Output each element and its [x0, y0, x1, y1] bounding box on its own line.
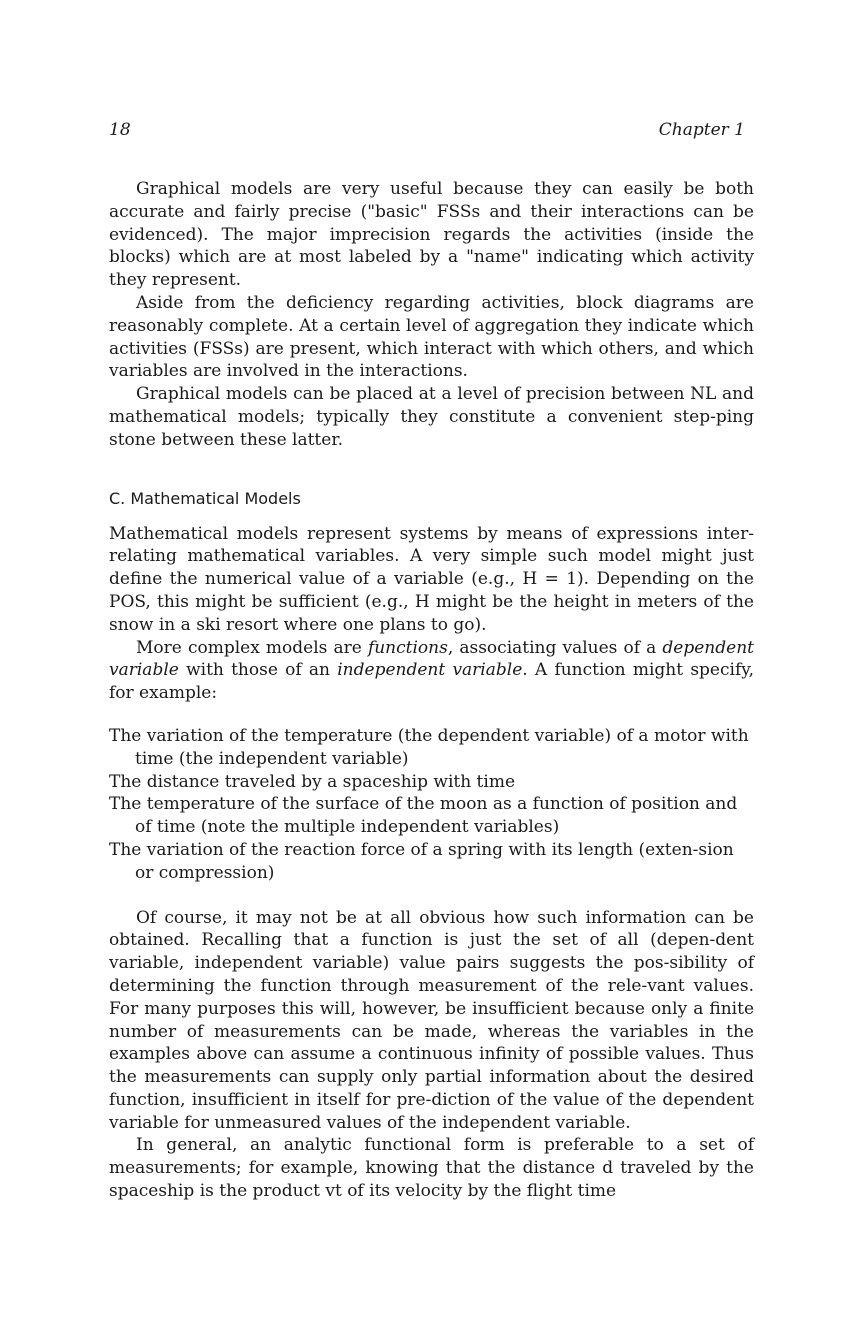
paragraph: Graphical models can be placed at a level of precision between NL and mathematical models; typically they constitute a convenient step-ping stone between these latter.	[109, 384, 754, 450]
paragraph: Graphical models are very useful because they can easily be both accurate and fairly precise ("basic" FSSs and their interactions can be evidenced). The major imprecision regards the activities (inside the blocks) which are at most labeled by a "name" indicating which activity they represent.	[109, 179, 754, 291]
list-item: The temperature of the surface of the moon as a function of position and of time (note the multiple independent variables)	[109, 794, 738, 838]
text-run: . A function might specify, for example:	[109, 660, 754, 704]
list-item: The variation of the temperature (the dependent variable) of a motor with time (the independent variable)	[109, 725, 749, 769]
emphasis-independent-variable: independent variable	[337, 660, 523, 681]
page-body	[109, 178, 754, 1203]
examples-list	[109, 725, 754, 885]
page-number: 18	[109, 120, 131, 140]
paragraph: Of course, it may not be at all obvious how such information can be obtained. Recalling that a function is just the set of all (depen-dent variable, independent variable) value pairs suggests the pos-sibility of determining the function through measurement of the rele-vant values. For many purposes this will, however, be insufficient because only a finite number of measurements can be made, whereas the variables in the examples above can assume a continuous infinity of possible values. Thus the measurements can supply only partial information about the desired function, insufficient in itself for pre-diction of the value of the dependent variable for unmeasured values of the independent variable.	[109, 907, 754, 1133]
running-header	[109, 120, 745, 144]
paragraph-functions	[109, 637, 754, 705]
section-heading: C. Mathematical Models	[109, 488, 301, 508]
list-item: The distance traveled by a spaceship with time	[109, 771, 516, 792]
paragraph: In general, an analytic functional form is preferable to a set of measurements; for example, knowing that the distance d traveled by the spaceship is the product vt of its velocity by the flight time	[109, 1135, 754, 1202]
text-run: , associating values of a	[447, 637, 663, 658]
emphasis-dependent-variable: dependent variable	[109, 637, 754, 681]
emphasis-functions: functions	[367, 637, 448, 658]
list-item: The variation of the reaction force of a spring with its length (exten-sion or compression)	[109, 839, 734, 883]
paragraph: Mathematical models represent systems by means of expressions inter-relating mathematical variables. A very simple such model might just define the numerical value of a variable (e.g., H = 1). Depending on the POS, this might be sufficient (e.g., H might be the height in meters of the snow in a ski resort where one plans to go).	[109, 523, 754, 635]
text-run: with those of an	[178, 660, 338, 681]
chapter-title: Chapter 1	[658, 120, 745, 140]
text-run: More complex models are	[136, 637, 368, 658]
paragraph: Aside from the deficiency regarding activities, block diagrams are reasonably complete. At a certain level of aggregation they indicate which activities (FSSs) are present, which interact with which others, and which variables are involved in the interactions.	[109, 292, 754, 382]
